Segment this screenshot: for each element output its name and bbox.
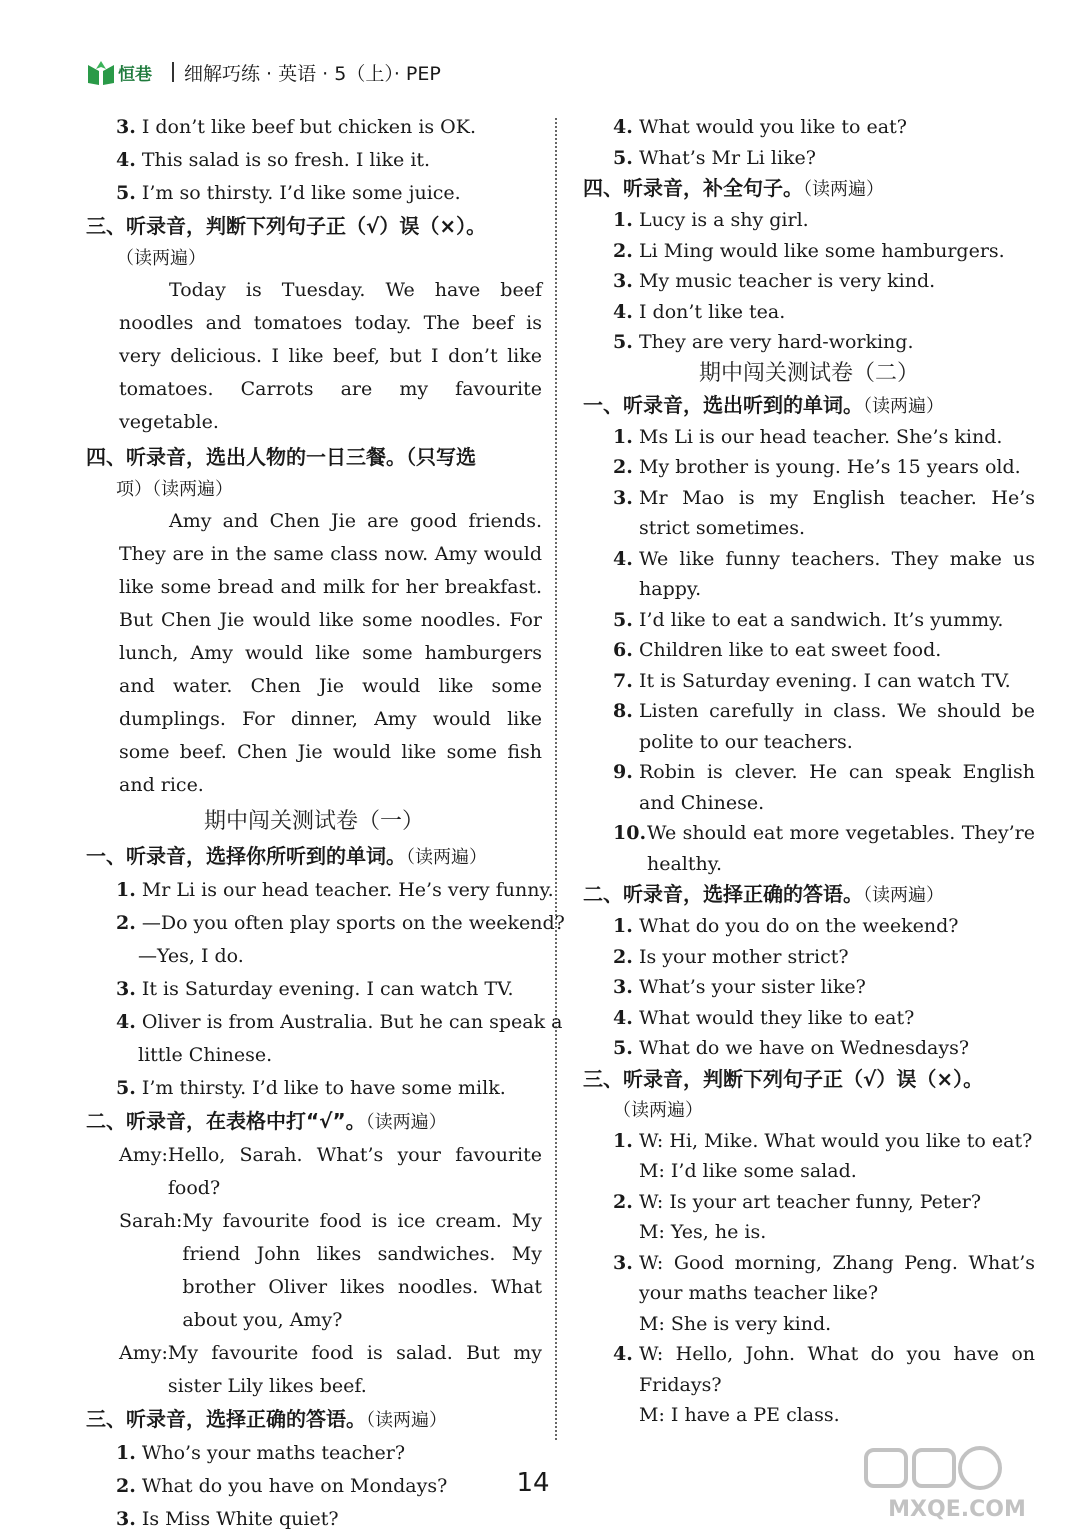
list-item: 2. My brother is young. He’s 15 years old.: [613, 456, 1021, 478]
column-divider: [555, 118, 557, 1440]
list-item: 2. Li Ming would like some hamburgers.: [613, 239, 1005, 262]
list-item: 3. Mr Mao is my English teacher. He’s strict sometimes.: [613, 486, 1035, 539]
logo-text: 恒巷: [118, 64, 152, 85]
list-item: 7. It is Saturday evening. I can watch TV.: [613, 669, 1011, 692]
list-item: 10. We should eat more vegetables. They’re healthy.: [613, 822, 1035, 875]
section-heading: 三、听录音，判断下列句子正（√）误（×）。: [583, 1066, 984, 1091]
dialogue-reply: M: Yes, he is.: [639, 1221, 767, 1243]
list-item: 5. I’m so thirsty. I’d like some juice.: [116, 182, 461, 204]
dialogue-item: 4. W: Hello, John. What do you have on Fridays?: [613, 1343, 1035, 1396]
publisher-logo: [86, 59, 152, 85]
section-heading: 四、听录音，补全句子。（读两遍）: [583, 176, 884, 200]
list-item: 4. We like funny teachers. They make us happy.: [613, 547, 1035, 600]
svg-text:MXQE.COM: MXQE.COM: [888, 1497, 1026, 1522]
book-title: 细解巧练 · 英语 · 5（上）· PEP: [184, 62, 441, 85]
list-item: 1. What do you do on the weekend?: [613, 915, 959, 937]
section-heading: 三、听录音，判断下列句子正（√）误（×）。: [86, 214, 487, 238]
listening-passage: Amy and Chen Jie are good friends. They are in the same class now. Amy would like some bread and milk for her breakfast. But Chen Jie would like some noodles. For lunch, Amy would like some hamburgers and water. Chen Jie would like some dumplings. For dinner, Amy would like some beef. Chen Jie would like some fish and rice.: [119, 510, 542, 796]
list-item-continuation: little Chinese.: [138, 1044, 273, 1066]
list-item: 5. They are very hard-working.: [613, 331, 914, 353]
section-heading: 三、听录音，选择正确的答语。（读两遍）: [86, 1407, 447, 1431]
section-heading: 一、听录音，选择你所听到的单词。（读两遍）: [86, 844, 487, 868]
list-item: 4. What would they like to eat?: [613, 1006, 915, 1029]
list-item: 6. Children like to eat sweet food.: [613, 639, 942, 661]
list-item: 5. What do we have on Wednesdays?: [613, 1037, 970, 1059]
list-item: 2. What do you have on Mondays?: [116, 1475, 448, 1497]
list-item: 2. —Do you often play sports on the weekend?: [116, 912, 565, 934]
list-item: 2. Is your mother strict?: [613, 945, 849, 968]
list-item: 4. This salad is so fresh. I like it.: [116, 149, 431, 171]
dialogue-reply: M: She is very kind.: [639, 1312, 832, 1335]
section-note: （读两遍）: [613, 1099, 703, 1121]
section-note: （读两遍）: [116, 248, 206, 269]
list-item: 4. Oliver is from Australia. But he can speak a: [116, 1011, 563, 1033]
test-title: 期中闯关测试卷（二）: [698, 360, 919, 386]
dialogue-reply: M: I’d like some salad.: [639, 1160, 857, 1182]
list-item: 3. Is Miss White quiet?: [116, 1508, 339, 1530]
list-item: 5. What’s Mr Li like?: [613, 146, 816, 169]
list-item: 8. Listen carefully in class. We should be polite to our teachers.: [613, 700, 1035, 753]
list-item: 5. I’d like to eat a sandwich. It’s yummy.: [613, 608, 1004, 631]
section-heading: 一、听录音，选出听到的单词。（读两遍）: [583, 392, 944, 417]
dialogue-line: Amy: My favourite food is salad. But my sister Lily likes beef.: [119, 1342, 542, 1397]
section-note: 项）（读两遍）: [116, 479, 233, 500]
dialogue-reply: M: I have a PE class.: [639, 1404, 840, 1426]
section-heading: 二、听录音，在表格中打“√”。（读两遍）: [86, 1109, 447, 1133]
test-title: 期中闯关测试卷（一）: [203, 809, 424, 834]
dialogue-line: Sarah: My favourite food is ice cream. My friend John likes sandwiches. My brother Oliver likes noodles. What about you, Amy?: [119, 1210, 542, 1331]
dialogue-item: 2. W: Is your art teacher funny, Peter?: [613, 1190, 982, 1213]
right-column: [583, 112, 1035, 1431]
list-item: 1. Mr Li is our head teacher. He’s very funny.: [116, 879, 554, 901]
section-heading: 二、听录音，选择正确的答语。（读两遍）: [583, 882, 944, 906]
list-item: 9. Robin is clever. He can speak English and Chinese.: [613, 761, 1035, 814]
list-item: 5. I’m thirsty. I’d like to have some milk.: [116, 1077, 506, 1099]
dialogue-item: 3. W: Good morning, Zhang Peng. What’s your maths teacher like?: [613, 1251, 1035, 1304]
list-item: 3. It is Saturday evening. I can watch TV.: [116, 978, 514, 1000]
page-number: 14: [516, 1468, 550, 1498]
dialogue-item: 1. W: Hi, Mike. What would you like to eat?: [613, 1129, 1033, 1152]
list-item: 3. My music teacher is very kind.: [613, 270, 936, 292]
watermark-logo: [862, 1446, 1052, 1522]
list-item-continuation: —Yes, I do.: [138, 945, 244, 967]
header-separator: [172, 62, 174, 82]
page-header: [86, 52, 441, 92]
listening-passage: Today is Tuesday. We have beef noodles and tomatoes today. The beef is very delicious. I like beef, but I don’t like tomatoes. Carrots are my favourite vegetable.: [119, 279, 542, 433]
list-item: 1. Lucy is a shy girl.: [613, 209, 809, 231]
list-item: 3. What’s your sister like?: [613, 976, 866, 998]
list-item: 3. I don’t like beef but chicken is OK.: [116, 116, 476, 138]
left-column: [86, 112, 565, 1536]
list-item: 4. I don’t like tea.: [613, 300, 786, 323]
book-logo-icon: [86, 59, 116, 85]
section-heading: 四、听录音，选出人物的一日三餐。（只写选: [86, 445, 476, 469]
dialogue-line: Amy: Hello, Sarah. What’s your favourite food?: [119, 1144, 542, 1199]
list-item: 1. Ms Li is our head teacher. She’s kind.: [613, 425, 1003, 448]
list-item: 4. What would you like to eat?: [613, 116, 907, 138]
list-item: 1. Who’s your maths teacher?: [116, 1442, 406, 1464]
